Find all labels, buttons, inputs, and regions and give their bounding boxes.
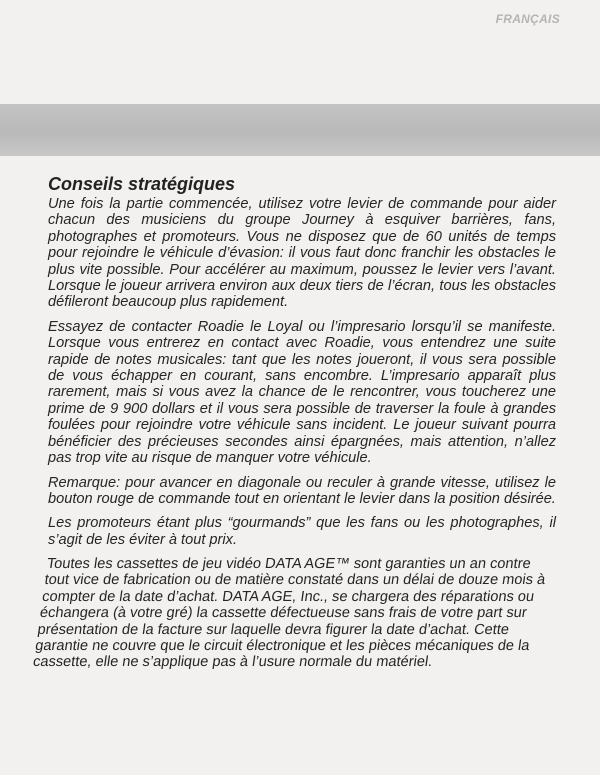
main-content bbox=[31, 174, 556, 679]
paragraph-remark: Remarque: pour avancer en diagonale ou reculer à grande vitesse, utilisez le bouton rouge de commande tout en orientant le levier dans la position désirée. bbox=[48, 474, 556, 507]
paragraph-instructions: Une fois la partie commencée, utilisez votre levier de commande pour aider chacun des musiciens du groupe Journey à esquiver barrières, fans, photographes et promoteurs. Vous ne disposez que de 60 unités de temps pour rejoindre le véhicule d’évasion: il vous faut donc franchir les obstacles le plus vite possible. Pour accélérer au maximum, poussez le levier vers l’avant. Lorsque le joueur arrivera environ aux deux tiers de l’écran, tous les obstacles défileront beaucoup plus rapidement. bbox=[48, 196, 556, 311]
language-label: FRANÇAIS bbox=[495, 12, 560, 26]
paragraph-promoters: Les promoteurs étant plus “gourmands” que les fans ou les photographes, il s’agit de les éviter à tout prix. bbox=[48, 515, 556, 548]
paragraph-roadie: Essayez de contacter Roadie le Loyal ou l’impresario lorsqu’il se manifeste. Lorsque vous entrerez en contact avec Roadie, vous entendrez une suite rapide de notes musicales: tant que les notes joueront, il vous sera possible de vous échapper en courant, sans encombre. L’impresario apparaît plus rarement, mais si vous avez la chance de le rencontrer, vous toucherez une prime de 9 900 dollars et il vous sera possible de traverser la foule à grandes foulées pour rejoindre votre véhicule sans incident. Le joueur suivant pourra bénéficier des précieuses secondes ainsi épargnées, mais attention, n’allez pas trop vite au risque de manquer votre véhicule. bbox=[48, 318, 556, 467]
section-title: Conseils stratégiques bbox=[48, 174, 236, 194]
paragraph-warranty: Toutes les cassettes de jeu vidéo DATA AGE™ sont garanties un an contre tout vice de fabrication ou de matière constaté dans un délai de douze mois à compter de la date d’achat. DATA AGE, Inc., se chargera des réparations ou échangera (à votre gré) la cassette défectueuse sans frais de votre part sur présentation de la facture sur laquelle devra figurer la date d’achat. Cette garantie ne couvre que le circuit électronique et les pièces mécaniques de la cassette, elle ne s’applique pas à l’usure normale du matériel. bbox=[31, 556, 547, 671]
header-band bbox=[0, 104, 600, 156]
